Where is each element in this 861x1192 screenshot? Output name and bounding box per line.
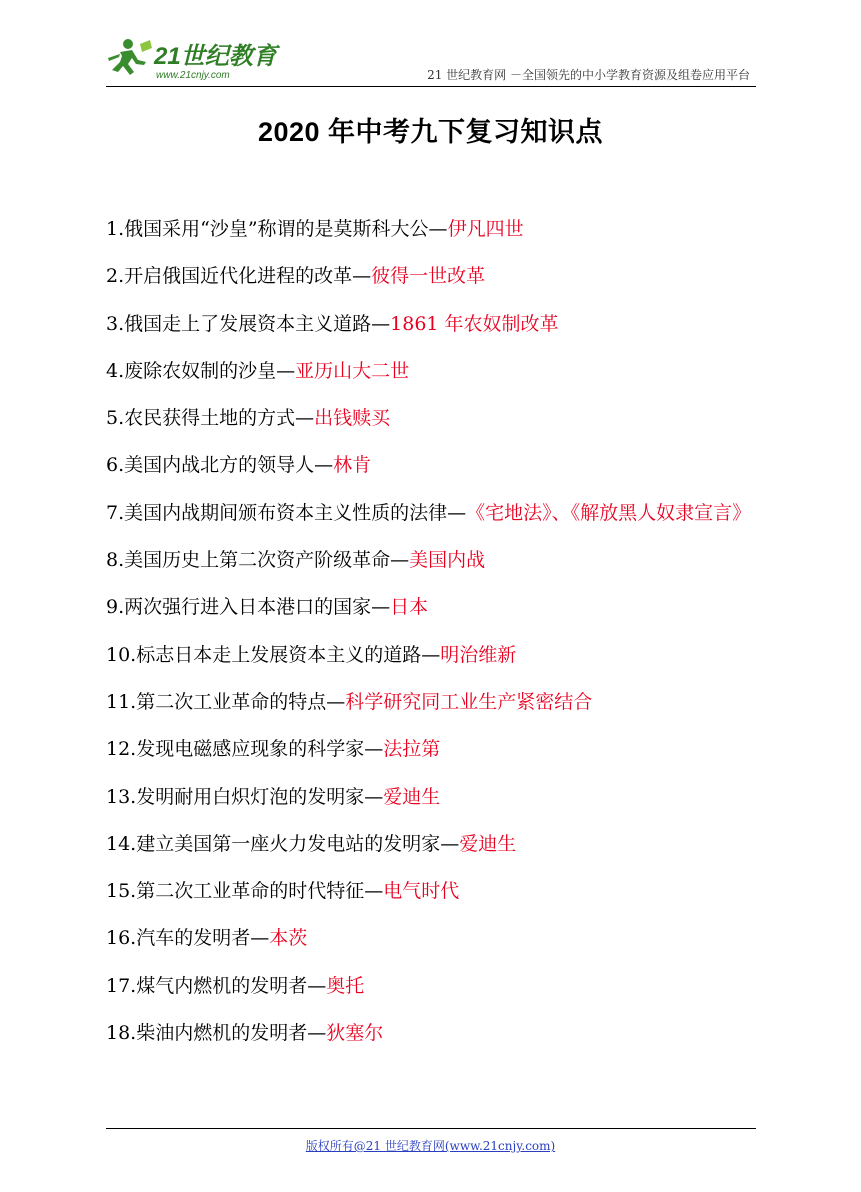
item-question: 6.美国内战北方的领导人—	[106, 454, 334, 477]
item-answer: 爱迪生	[459, 832, 517, 855]
list-item	[106, 821, 761, 868]
item-answer: 科学研究同工业生产紧密结合	[345, 690, 593, 713]
list-item	[106, 868, 761, 915]
item-answer: 奥托	[326, 974, 365, 997]
list-item	[106, 253, 761, 300]
item-question: 16.汽车的发明者—	[106, 927, 270, 950]
list-item	[106, 537, 761, 584]
item-answer: 日本	[390, 596, 429, 619]
item-answer: 美国内战	[409, 549, 486, 572]
item-question: 12.发现电磁感应现象的科学家—	[106, 738, 384, 761]
list-item	[106, 1010, 761, 1057]
item-question: 8.美国历史上第二次资产阶级革命—	[106, 549, 410, 572]
footer-divider	[106, 1128, 756, 1129]
list-item	[106, 395, 761, 442]
item-answer: 1861 年农奴制改革	[390, 312, 559, 335]
site-logo[interactable]	[106, 34, 286, 82]
logo-url: www.21cnjy.com	[156, 70, 230, 81]
list-item	[106, 963, 761, 1010]
item-answer: 伊凡四世	[447, 218, 524, 240]
item-answer: 《宅地法》、《解放黑人奴隶宣言》	[466, 501, 752, 524]
item-question: 7.美国内战期间颁布资本主义性质的法律—	[106, 501, 467, 524]
item-answer: 彼得一世改革	[371, 265, 486, 288]
knowledge-list	[106, 206, 761, 1057]
item-answer: 爱迪生	[383, 785, 441, 808]
list-item	[106, 726, 761, 773]
item-question: 11.第二次工业革命的特点—	[106, 690, 346, 713]
header-tagline: 21 世纪教育网 －全国领先的中小学教育资源及组卷应用平台	[427, 68, 750, 82]
list-item	[106, 490, 761, 537]
item-question: 5.农民获得土地的方式—	[106, 407, 315, 430]
page-title: 2020 年中考九下复习知识点	[257, 117, 604, 147]
item-answer: 亚历山大二世	[295, 359, 410, 382]
logo-text: 21世纪教育	[154, 43, 277, 70]
list-item	[106, 774, 761, 821]
list-item	[106, 679, 761, 726]
item-question: 9.两次强行进入日本港口的国家—	[106, 596, 391, 619]
runner-logo-icon	[106, 34, 286, 82]
list-item	[106, 301, 761, 348]
item-question: 2.开启俄国近代化进程的改革—	[106, 265, 372, 288]
list-item	[106, 206, 761, 253]
item-answer: 法拉第	[383, 738, 441, 761]
list-item	[106, 348, 761, 395]
item-question: 4.废除农奴制的沙皇—	[106, 359, 296, 382]
page-header	[106, 34, 756, 87]
item-answer: 本茨	[269, 927, 308, 950]
list-item	[106, 442, 761, 489]
item-question: 3.俄国走上了发展资本主义道路—	[106, 312, 391, 335]
item-question: 15.第二次工业革命的时代特征—	[106, 880, 384, 903]
list-item	[106, 915, 761, 962]
item-question: 17.煤气内燃机的发明者—	[106, 974, 327, 997]
list-item	[106, 632, 761, 679]
item-answer: 出钱赎买	[314, 407, 391, 430]
item-answer: 明治维新	[440, 643, 517, 666]
item-answer: 电气时代	[383, 880, 460, 903]
footer-copyright-link[interactable]: 版权所有@21 世纪教育网(www.21cnjy.com)	[305, 1139, 556, 1153]
item-question: 1.俄国采用“沙皇”称谓的是莫斯科大公—	[106, 218, 448, 240]
item-question: 13.发明耐用白炽灯泡的发明家—	[106, 785, 384, 808]
item-answer: 狄塞尔	[326, 1022, 384, 1045]
item-question: 18.柴油内燃机的发明者—	[106, 1022, 327, 1045]
list-item	[106, 584, 761, 631]
item-question: 10.标志日本走上发展资本主义的道路—	[106, 643, 441, 666]
item-question: 14.建立美国第一座火力发电站的发明家—	[106, 832, 460, 855]
item-answer: 林肯	[333, 454, 372, 477]
